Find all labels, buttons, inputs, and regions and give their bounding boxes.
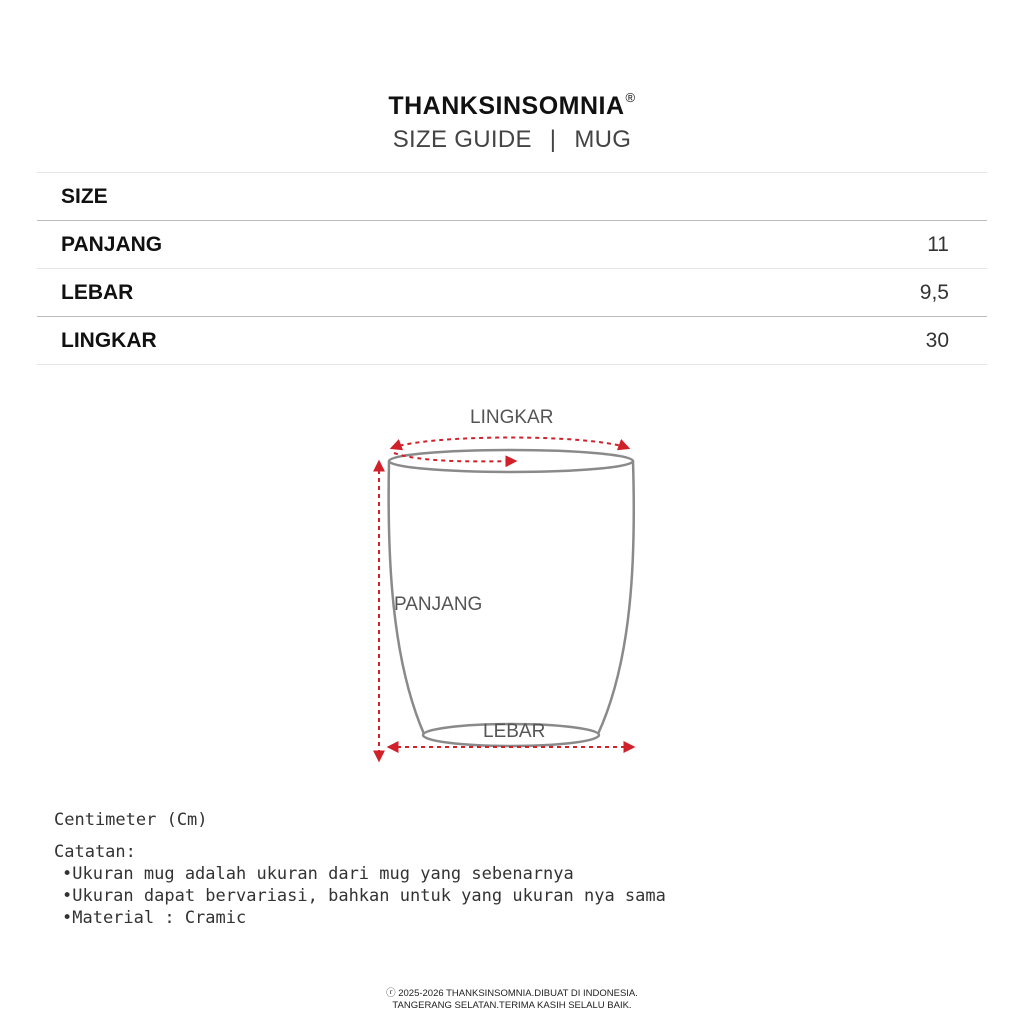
- brand-name: THANKSINSOMNIA: [388, 92, 625, 120]
- unit-note: Centimeter (Cm): [54, 810, 208, 830]
- lingkar-arrow-outer: [392, 438, 628, 449]
- table-header-label: SIZE: [61, 185, 108, 208]
- subtitle-separator: |: [549, 126, 557, 153]
- diagram-label-panjang: PANJANG: [394, 594, 483, 615]
- footer-line-2: TANGERANG SELATAN.TERIMA KASIH SELALU BAIK.: [392, 1000, 632, 1011]
- note-item: •Ukuran mug adalah ukuran dari mug yang sebenarnya: [62, 864, 574, 884]
- row-label: PANJANG: [61, 233, 163, 256]
- diagram-label-lingkar: LINGKAR: [470, 407, 554, 428]
- row-value: 11: [927, 233, 949, 256]
- row-value: 9,5: [919, 281, 949, 304]
- row-value: 30: [925, 329, 949, 352]
- mug-right-side: [598, 461, 634, 734]
- footer: [0, 988, 1024, 1012]
- mug-rim: [389, 450, 633, 472]
- subtitle-size-guide: SIZE GUIDE: [392, 126, 532, 153]
- note-item: •Ukuran dapat bervariasi, bahkan untuk yang ukuran nya sama: [62, 886, 666, 906]
- row-label: LEBAR: [61, 281, 134, 304]
- row-label: LINGKAR: [61, 329, 157, 352]
- subtitle-product: MUG: [574, 126, 632, 153]
- registered-mark: ®: [625, 89, 636, 105]
- notes-title: Catatan:: [54, 842, 136, 862]
- footer-line-1: ⓡ 2025-2026 THANKSINSOMNIA.DIBUAT DI INDONESIA.: [386, 988, 638, 999]
- note-item: •Material : Cramic: [62, 908, 247, 928]
- diagram-label-lebar: LEBAR: [483, 721, 546, 742]
- notes-section: [54, 810, 666, 930]
